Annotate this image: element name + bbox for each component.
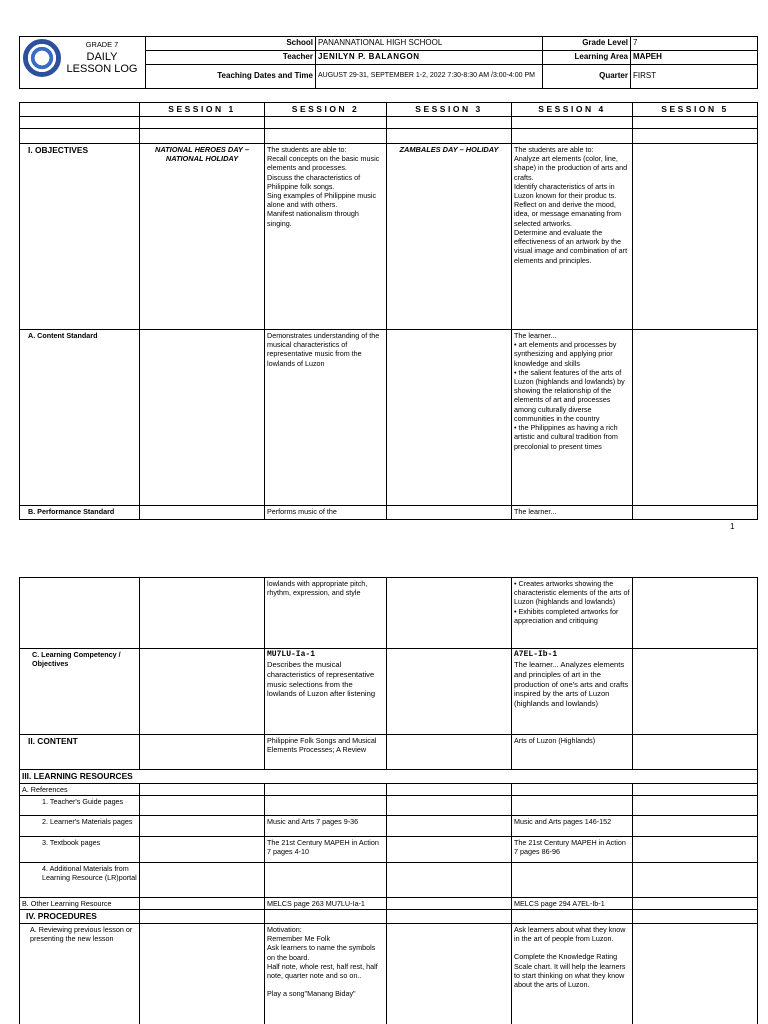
competency-label: C. Learning Competency / Objectives <box>20 649 140 735</box>
learning-area-value: MAPEH <box>631 51 758 65</box>
performance-standard-session-4: The learner... <box>512 505 633 519</box>
session-header-blank <box>20 103 140 117</box>
lesson-table-page-2 <box>19 577 758 1024</box>
dates-label: Teaching Dates and Time <box>146 65 316 89</box>
content-standard-session-4: The learner... • art elements and processes by synthesizing and applying prior knowledge and skills • the salient features of the arts of Luzon (highlands and lowlands) by showing the relationship of the elements of art and processes among culturally diverse communities in the country • the Philippines as having a rich artistic and cultural tradition from precolonial to present times <box>512 329 633 505</box>
procedures-label: IV. PROCEDURES <box>20 910 140 924</box>
session-header-3: SESSION 3 <box>387 103 512 117</box>
grade-label: GRADE 7 <box>85 40 119 49</box>
competency-session-2: MU7LU-Ia-1 Describes the musical characteristics of representative music selections from the lowlands of Luzon after listening <box>265 649 387 735</box>
additional-materials-label: 4. Additional Materials from Learning Resource (LR)portal <box>20 862 140 897</box>
performance-standard-session-2: Performs music of the <box>265 505 387 519</box>
references-label: A. References <box>20 783 140 795</box>
objectives-session-4: The students are able to: Analyze art elements (color, line, shape) in the production of arts and crafts. Identify characteristics of arts in Luzon known for their produc ts. Reflect on and derive the mood, idea, or message emanating from selected artworks. Determine and evaluate the effectiveness of an artwork by the visual image and combination of art elements and principles. <box>512 143 633 329</box>
dates-value: AUGUST 29-31, SEPTEMBER 1-2, 2022 7:30-8:30 AM /3:00-4:00 PM <box>316 65 543 89</box>
log-title-2: LESSON LOG <box>66 63 138 75</box>
teachers-guide-label: 1. Teacher's Guide pages <box>20 795 140 815</box>
learners-materials-session-2: Music and Arts 7 pages 9-36 <box>265 815 387 836</box>
reviewing-lesson-label: A. Reviewing previous lesson or presenting the new lesson <box>20 923 140 1024</box>
holiday-session-3: ZAMBALES DAY – HOLIDAY <box>387 143 512 329</box>
content-session-2: Philippine Folk Songs and Musical Elements Processes; A Review <box>265 735 387 770</box>
session-header-4: SESSION 4 <box>512 103 633 117</box>
learners-materials-label: 2. Learner's Materials pages <box>20 815 140 836</box>
performance-standard-label: B. Performance Standard <box>20 505 140 519</box>
learners-materials-session-4: Music and Arts pages 146-152 <box>512 815 633 836</box>
quarter-label: Quarter <box>543 65 631 89</box>
other-resources-session-4: MELCS page 294 A7EL-Ib-1 <box>512 897 633 909</box>
page-number: 1 <box>730 522 735 531</box>
competency-session-4: A7EL-Ib-1 The learner... Analyzes elements and principles of art in the production of one's arts and crafts inspired by the arts of Luzon (highlands and lowlands) <box>512 649 633 735</box>
reviewing-session-2: Motivation: Remember Me Folk Ask learners to name the symbols on the board. Half note, whole rest, half rest, half note, quarter note and so on.. Play a song"Manang Biday" <box>265 923 387 1024</box>
reviewing-session-4: Ask learners about what they know in the art of people from Luzon. Complete the Knowledge Rating Scale chart. It will help the learners to start thinking on what they know about the arts of Luzon. <box>512 923 633 1024</box>
content-standard-session-2: Demonstrates understanding of the musical characteristics of representative music from the lowlands of Luzon <box>265 329 387 505</box>
objectives-label: I. OBJECTIVES <box>20 143 140 329</box>
content-label: II. CONTENT <box>20 735 140 770</box>
other-resources-session-2: MELCS page 263 MU7LU-Ia-1 <box>265 897 387 909</box>
quarter-value: FIRST <box>631 65 758 89</box>
content-session-4: Arts of Luzon (Highlands) <box>512 735 633 770</box>
content-standard-label: A. Content Standard <box>20 329 140 505</box>
grade-level-label: Grade Level <box>543 37 631 51</box>
log-title-1: DAILY <box>86 51 118 63</box>
holiday-session-1: NATIONAL HEROES DAY – NATIONAL HOLIDAY <box>140 143 265 329</box>
session-header-5: SESSION 5 <box>633 103 758 117</box>
resources-label: III. LEARNING RESOURCES <box>20 770 758 784</box>
performance-continued-session-2: lowlands with appropriate pitch, rhythm, expression, and style <box>265 578 387 649</box>
textbook-label: 3. Textbook pages <box>20 836 140 862</box>
session-header-1: SESSION 1 <box>140 103 265 117</box>
other-resources-label: B. Other Learning Resource <box>20 897 140 909</box>
learning-area-label: Learning Area <box>543 51 631 65</box>
header-table <box>19 36 758 89</box>
teacher-label: Teacher <box>146 51 316 65</box>
teacher-value: JENILYN P. BALANGON <box>316 51 543 65</box>
school-label: School <box>146 37 316 51</box>
performance-continued-session-4: • Creates artworks showing the characteristic elements of the arts of Luzon (highlands and lowlands) • Exhibits completed artworks for appreciation and critiquing <box>512 578 633 649</box>
objectives-session-2: The students are able to: Recall concepts on the basic music elements and processes. Discuss the characteristics of Philippine folk songs. Sing examples of Philippine music alone and with others. Manifest nationalism through singing. <box>265 143 387 329</box>
grade-level-value: 7 <box>631 37 758 51</box>
lesson-table-page-1 <box>19 102 758 520</box>
session-header-2: SESSION 2 <box>265 103 387 117</box>
header-logo-cell <box>20 37 146 89</box>
textbook-session-4: The 21st Century MAPEH in Action 7 pages 86-96 <box>512 836 633 862</box>
textbook-session-2: The 21st Century MAPEH in Action 7 pages 4-10 <box>265 836 387 862</box>
deped-seal-icon <box>23 39 61 77</box>
school-value: PANANNATIONAL HIGH SCHOOL <box>316 37 543 51</box>
